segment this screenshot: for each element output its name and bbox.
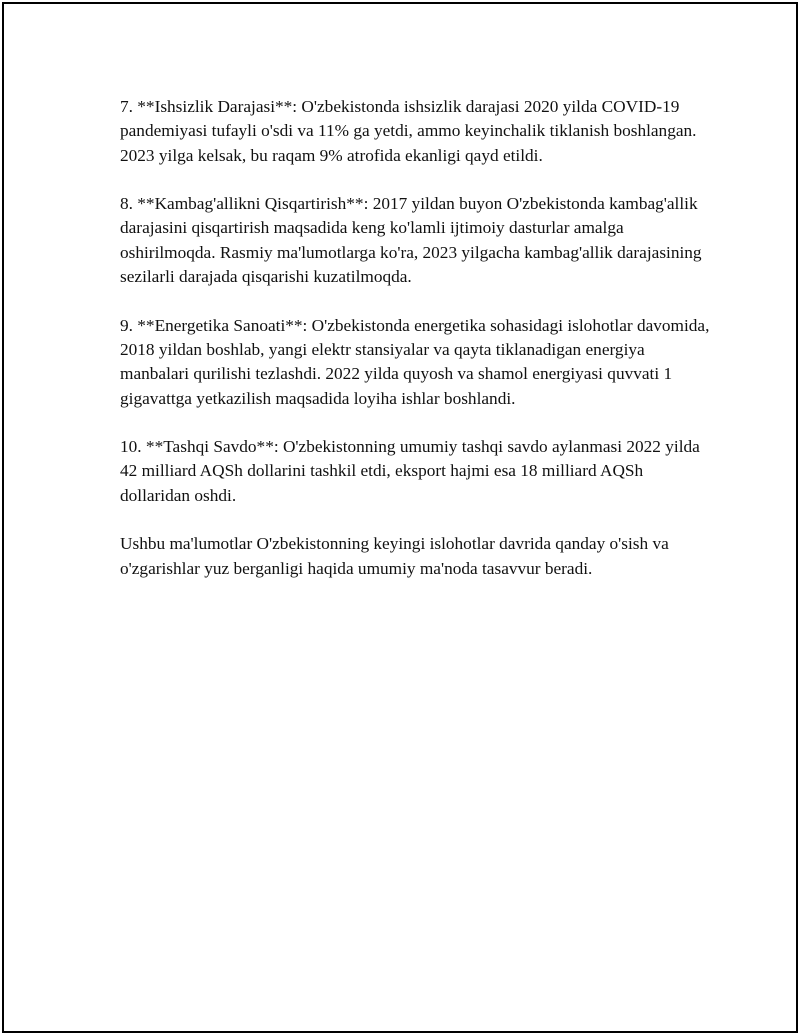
paragraph-conclusion: Ushbu ma'lumotlar O'zbekistonning keyingi islohotlar davrida qanday o'sish va o'zgarishlar yuz berganligi haqida umumiy ma'noda tasavvur beradi. — [120, 534, 669, 578]
document-body — [120, 95, 710, 605]
paragraph-poverty-reduction: 8. **Kambag'allikni Qisqartirish**: 2017 yildan buyon O'zbekistonda kambag'allik darajasini qisqartirish maqsadida keng ko'lamli ijtimoiy dasturlar amalga oshirilmoqda. Rasmiy ma'lumotlarga ko'ra, 2023 yilgacha kambag'allik darajasining sezilarli darajada qisqarishi kuzatilmoqda. — [120, 194, 702, 287]
paragraph-energy-industry: 9. **Energetika Sanoati**: O'zbekistonda energetika sohasidagi islohotlar davomida, 2018 yildan boshlab, yangi elektr stansiyalar va qayta tiklanadigan energiya manbalari qurilishi tezlashdi. 2022 yilda quyosh va shamol energiyasi quvvati 1 gigavattga yetkazilish maqsadida loyiha ishlar boshlandi. — [120, 315, 710, 408]
document-page — [2, 2, 798, 1033]
paragraph-foreign-trade: 10. **Tashqi Savdo**: O'zbekistonning umumiy tashqi savdo aylanmasi 2022 yilda 42 milliard AQSh dollarini tashkil etdi, eksport hajmi esa 18 milliard AQSh dollaridan oshdi. — [120, 437, 700, 505]
paragraph-unemployment-rate: 7. **Ishsizlik Darajasi**: O'zbekistonda ishsizlik darajasi 2020 yilda COVID-19 pandemiyasi tufayli o'sdi va 11% ga yetdi, ammo keyinchalik tiklanish boshlangan. 2023 yilga kelsak, bu raqam 9% atrofida ekanligi qayd etildi. — [120, 97, 697, 165]
